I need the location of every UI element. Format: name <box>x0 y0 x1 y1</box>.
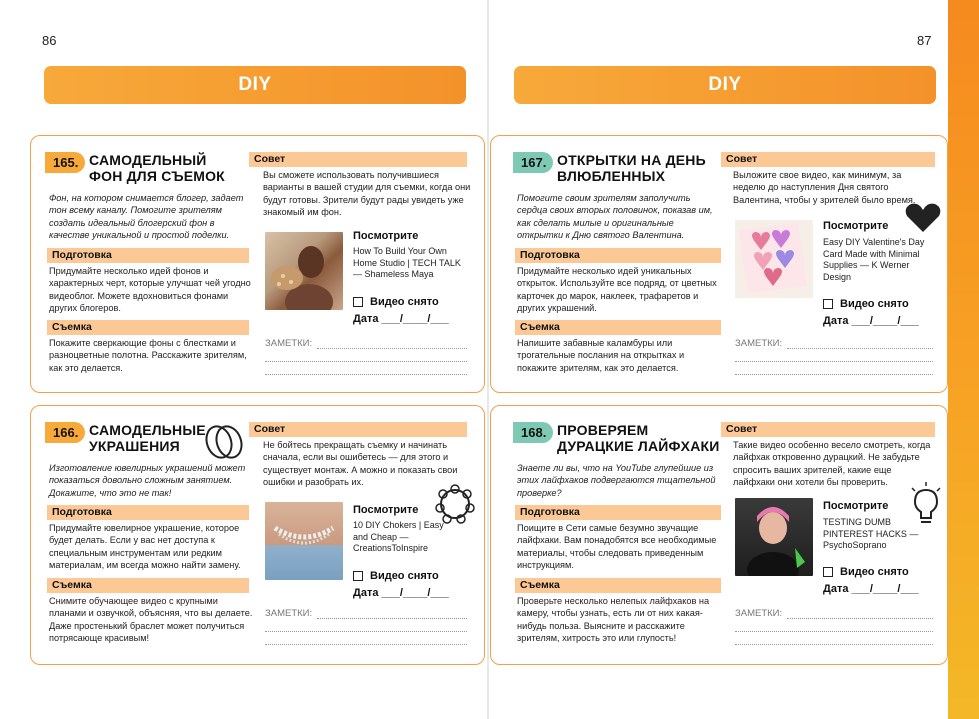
video-done-label: Видео снято <box>370 296 439 308</box>
idea-title: ОТКРЫТКИ НА ДЕНЬ ВЛЮБЛЕННЫХ <box>557 152 706 184</box>
video-done-checkbox[interactable] <box>353 296 439 308</box>
shoot-text: Напишите забавные каламбуры или трогательные послания на открытках и покажите зрителям, как это делается. <box>517 338 685 373</box>
video-thumbnail <box>735 498 813 576</box>
idea-title: САМОДЕЛЬНЫЕ УКРАШЕНИЯ <box>89 422 206 454</box>
video-done-label: Видео снято <box>840 298 909 310</box>
heart-doodle-icon <box>903 200 943 234</box>
watch-video-title: TESTING DUMB PINTEREST HACKS — PsychoSoprano <box>823 517 919 550</box>
video-thumbnail <box>265 502 343 580</box>
notes-line[interactable] <box>787 618 933 619</box>
notes-label: ЗАМЕТКИ: <box>735 338 783 349</box>
page-number-right: 87 <box>917 33 932 48</box>
idea-card-165 <box>30 135 485 393</box>
idea-card-168 <box>490 405 948 665</box>
video-done-checkbox[interactable] <box>823 298 909 310</box>
section-banner-left <box>44 66 466 104</box>
watch-label: Посмотрите <box>353 504 419 516</box>
section-header-tip: Совет <box>249 422 467 437</box>
notes-line[interactable] <box>787 348 933 349</box>
section-header-shoot: Съемка <box>515 320 721 335</box>
notes-line[interactable] <box>735 361 933 362</box>
date-field[interactable]: Дата ___/____/___ <box>353 313 449 325</box>
bracelet-doodle-icon <box>433 482 477 532</box>
tip-text: Не бойтесь прекращать съемку и начинать сначала, если вы ошибетесь — для этого и существует монтаж. А можно и показать свои ошибки и разобрать их. <box>263 440 458 488</box>
section-banner-right <box>514 66 936 104</box>
idea-intro: Изготовление ювелирных украшений может показаться довольно сложным занятием. Докажите, что это не так! <box>49 463 246 498</box>
video-done-label: Видео снято <box>840 566 909 578</box>
prep-text: Придумайте несколько идей фонов и характерных черт, которые улучшат чей угодно видеоблог. Можете вдохновиться фонами других блогеров. <box>49 266 251 314</box>
notes-line[interactable] <box>735 644 933 645</box>
book-spine <box>487 0 489 719</box>
notes-line[interactable] <box>265 644 467 645</box>
notes-line[interactable] <box>317 348 467 349</box>
video-thumbnail <box>265 232 343 310</box>
idea-number-badge: 168. <box>513 422 553 443</box>
notes-label: ЗАМЕТКИ: <box>265 338 313 349</box>
notes-label: ЗАМЕТКИ: <box>735 608 783 619</box>
idea-card-167 <box>490 135 948 393</box>
watch-label: Посмотрите <box>823 500 889 512</box>
tip-text: Выложите свое видео, как минимум, за неделю до наступления Дня святого Валентина, чтобы у зрителей было время. <box>733 170 916 205</box>
date-field[interactable]: Дата ___/____/___ <box>353 587 449 599</box>
section-header-prep: Подготовка <box>47 248 249 263</box>
watch-video-title: How To Build Your Own Home Studio | TECH TALK — Shameless Maya <box>353 246 461 279</box>
video-done-checkbox[interactable] <box>353 570 439 582</box>
section-header-prep: Подготовка <box>47 505 249 520</box>
section-header-tip: Совет <box>249 152 467 167</box>
video-done-label: Видео снято <box>370 570 439 582</box>
section-header-shoot: Съемка <box>47 578 249 593</box>
shoot-text: Проверьте несколько нелепых лайфхаков на камеру, чтобы узнать, есть ли от них какая-нибудь польза. Выясните и расскажите зрителям, хитрость это или глупость! <box>517 596 710 644</box>
thumbnail-hearts-card-icon <box>735 220 813 298</box>
video-done-checkbox[interactable] <box>823 566 909 578</box>
watch-video-title: 10 DIY Chokers | Easy and Cheap — CreationsToInspire <box>353 520 444 553</box>
notes-line[interactable] <box>735 631 933 632</box>
shoot-text: Снимите обучающее видео с крупными планами и озвучкой, объясняя, что вы делаете. Даже простенький браслет может получиться потрясающе красивым! <box>49 596 253 644</box>
section-header-tip: Совет <box>721 152 935 167</box>
notes-label: ЗАМЕТКИ: <box>265 608 313 619</box>
tip-text: Такие видео особенно весело смотреть, когда лайфхак откровенно дурацкий. Не забудьте спросить ваших зрителей, какие еще лайфхаки они хотели бы проверить. <box>733 440 931 488</box>
thumbnail-person-icon <box>265 232 343 310</box>
notes-line[interactable] <box>265 631 467 632</box>
tip-text: Вы сможете использовать получившиеся варианты в вашей студии для съемки, когда они будут готовы. Зрители будут рады увидеть уже знакомый им фон. <box>263 170 471 218</box>
banner-label: DIY <box>238 74 272 95</box>
idea-title: ПРОВЕРЯЕМ ДУРАЦКИЕ ЛАЙФХАКИ <box>557 422 720 454</box>
section-header-prep: Подготовка <box>515 248 721 263</box>
idea-intro: Знаете ли вы, что на YouTube глупейшие из этих лайфхаков подвергаются тщательной проверке? <box>517 463 716 498</box>
checkbox-square[interactable] <box>823 567 833 577</box>
shoot-text: Покажите сверкающие фоны с блестками и разноцветные полотна. Расскажите зрителям, как это делается. <box>49 338 247 373</box>
date-field[interactable]: Дата ___/____/___ <box>823 583 919 595</box>
ring-doodle-icon <box>199 414 249 462</box>
watch-label: Посмотрите <box>823 220 889 232</box>
video-thumbnail <box>735 220 813 298</box>
prep-text: Поищите в Сети самые безумно звучащие лайфхаки. Вам понадобятся все необходимые материалы, чтобы следовать приведенным инструкциям. <box>517 523 717 571</box>
idea-number-badge: 165. <box>45 152 85 173</box>
thumbnail-choker-icon <box>265 502 343 580</box>
idea-number-badge: 166. <box>45 422 85 443</box>
prep-text: Придумайте несколько идей уникальных открыток. Используйте все подряд, от цветных карточек до марок, наклеек, трафаретов и других украшений. <box>517 266 717 314</box>
section-header-shoot: Съемка <box>47 320 249 335</box>
section-header-tip: Совет <box>721 422 935 437</box>
checkbox-square[interactable] <box>353 297 363 307</box>
idea-title: САМОДЕЛЬНЫЙ ФОН ДЛЯ СЪЕМОК <box>89 152 225 184</box>
idea-card-166 <box>30 405 485 665</box>
notes-line[interactable] <box>317 618 467 619</box>
lightbulb-doodle-icon <box>909 480 943 530</box>
checkbox-square[interactable] <box>823 299 833 309</box>
idea-intro: Помогите своим зрителям заполучить сердца своих вторых половинок, показав им, как сделать милые и оригинальные открытки к Дню святого Валентина. <box>517 193 713 241</box>
watch-label: Посмотрите <box>353 230 419 242</box>
checkbox-square[interactable] <box>353 571 363 581</box>
page-number-left: 86 <box>42 33 57 48</box>
idea-intro: Фон, на котором снимается блогер, задает тон всему каналу. Помогите зрителям создать идеальный блогерский фон в качестве уникальной и простой поделки. <box>49 193 244 241</box>
section-header-shoot: Съемка <box>515 578 721 593</box>
section-header-prep: Подготовка <box>515 505 721 520</box>
thumbnail-person-icon <box>735 498 813 576</box>
idea-number-badge: 167. <box>513 152 553 173</box>
notes-line[interactable] <box>265 361 467 362</box>
banner-label: DIY <box>708 74 742 95</box>
prep-text: Придумайте ювелирное украшение, которое будет делать. Если у вас нет доступа к специальным инструментам или редким материалам, им всегда можно найти замену. <box>49 523 241 571</box>
watch-video-title: Easy DIY Valentine's Day Card Made with Minimal Supplies — K Werner Design <box>823 237 925 282</box>
notes-line[interactable] <box>265 374 467 375</box>
date-field[interactable]: Дата ___/____/___ <box>823 315 919 327</box>
notes-line[interactable] <box>735 374 933 375</box>
